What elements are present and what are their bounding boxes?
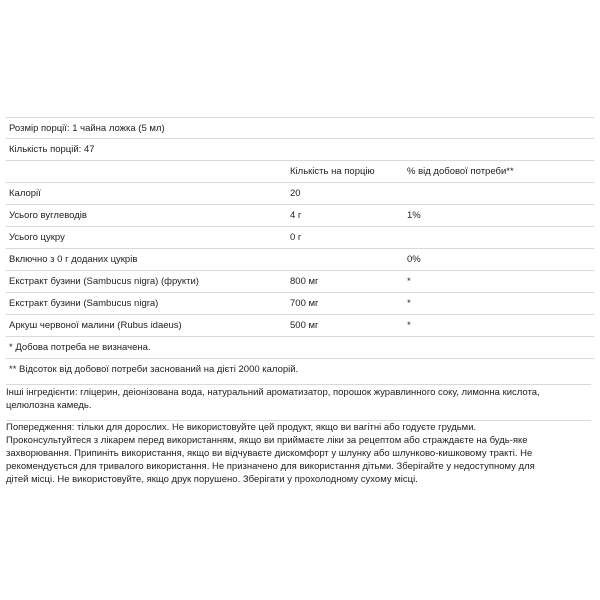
supplement-facts-table [6,117,594,381]
ingredients-line: Інші інгредієнти: гліцерин, деіонізована вода, натуральний ароматизатор, порошок журавлинного соку, лимонна кислота, [6,387,540,398]
servings-count-text: Кількість порцій: 47 [9,144,95,155]
amount-header: Кількість на порцію [290,166,375,177]
warning-line: дітей місці. Не використовуйте, якщо друк порушено. Зберігати у прохолодному сухому місці. [6,474,418,485]
nutrient-daily-value: 0% [407,254,421,265]
nutrient-amount: 800 мг [290,276,319,287]
nutrient-daily-value: 1% [407,210,421,221]
nutrient-amount: 20 [290,188,301,199]
nutrient-name: Усього вуглеводів [9,210,87,221]
nutrient-amount: 0 г [290,232,302,243]
table-row [6,205,594,227]
table-row [6,249,594,271]
table-header-row [6,161,594,183]
daily-value-header: % від добової потреби** [407,166,514,177]
table-row [6,271,594,293]
warning-line: захворювання. Припиніть використання, якщо ви відчуваєте дискомфорт у шлунку або шлунково-кишковому тракті. Не [6,448,533,459]
nutrient-amount: 4 г [290,210,302,221]
nutrient-name: Екстракт бузини (Sambucus nigra) (фрукти) [9,276,199,287]
nutrient-daily-value: * [407,298,411,309]
table-row [6,227,594,249]
warning-line: Проконсультуйтеся з лікарем перед використанням, якщо ви приймаєте ліки за рецептом або страждаєте на будь-яке [6,435,528,446]
nutrient-amount: 500 мг [290,320,319,331]
footnote-not-established: * Добова потреба не визначена. [9,342,151,353]
nutrient-amount: 700 мг [290,298,319,309]
table-row [6,315,594,337]
warning-line: рекомендується для тривалого використання. Не призначено для використання дітьми. Зберігайте у недоступному для [6,461,535,472]
nutrient-name: Калорії [9,188,41,199]
warning-section [6,420,591,486]
ingredients-line: целюлозна камедь. [6,400,92,411]
nutrient-name: Аркуш червоної малини (Rubus idaeus) [9,320,182,331]
table-row [6,293,594,315]
nutrient-name: Включно з 0 г доданих цукрів [9,254,138,265]
other-ingredients [6,384,591,412]
table-row [6,183,594,205]
footnote-row [6,359,594,381]
servings-count-row [6,139,594,161]
serving-size-row [6,117,594,139]
serving-size-text: Розмір порції: 1 чайна ложка (5 мл) [9,123,165,134]
nutrient-daily-value: * [407,320,411,331]
nutrient-name: Усього цукру [9,232,65,243]
footnote-daily-value-basis: ** Відсоток від добової потреби заснований на дієті 2000 калорій. [9,364,299,375]
nutrient-daily-value: * [407,276,411,287]
nutrient-name: Екстракт бузини (Sambucus nigra) [9,298,159,309]
warning-line: Попередження: тільки для дорослих. Не використовуйте цей продукт, якщо ви вагітні або годуєте грудьми. [6,422,477,433]
footnote-row [6,337,594,359]
